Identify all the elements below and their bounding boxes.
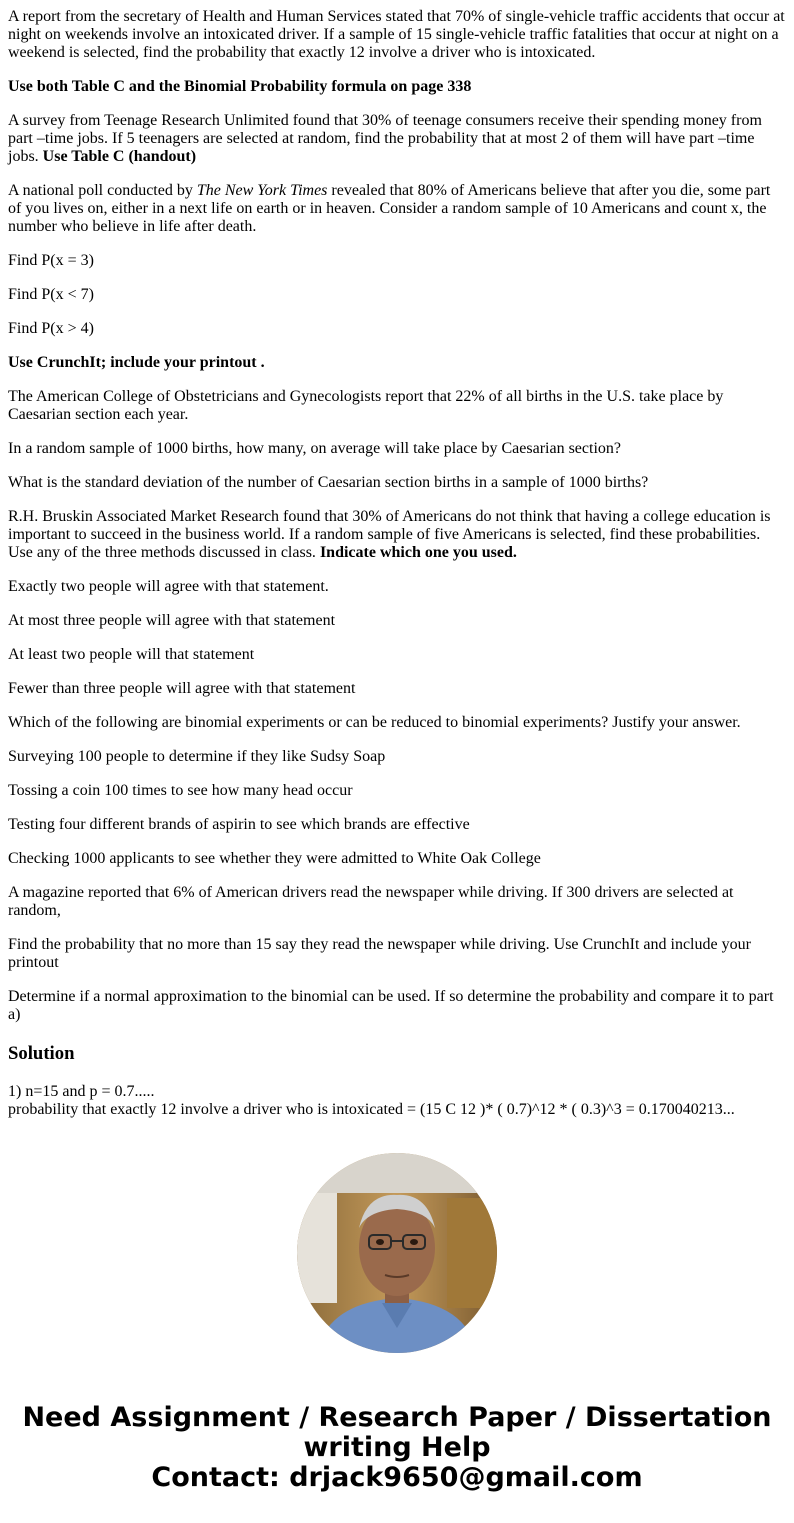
question-5-part-a: Exactly two people will agree with that statement. <box>8 578 329 595</box>
question-3-part-ii: Find P(x < 7) <box>8 286 94 303</box>
tutor-portrait-icon <box>297 1153 497 1353</box>
solution-line-1: 1) n=15 and p = 0.7..... <box>8 1083 155 1100</box>
question-7-part-a: Find the probability that no more than 15 say they read the newspaper while driving. Use CrunchIt and include your printout <box>8 936 751 971</box>
question-4: The American College of Obstetricians and Gynecologists report that 22% of all births in the U.S. take place by Caesarian section each year. <box>8 388 724 423</box>
promo-line-2: writing Help <box>303 1432 491 1463</box>
question-6-part-c: Testing four different brands of aspirin to see which brands are effective <box>8 816 470 833</box>
question-3-instruction: Use CrunchIt; include your printout . <box>8 354 265 371</box>
question-1: A report from the secretary of Health and Human Services stated that 70% of single-vehicle traffic accidents that occur at night on weekends involve an intoxicated driver. If a sample of 15 single-vehicle traffic fatalities that occur at night on a weekend is selected, find the probability that exactly 12 involve a driver who is intoxicated. <box>8 8 785 61</box>
question-1-instruction: Use both Table C and the Binomial Probability formula on page 338 <box>8 78 472 95</box>
promo-banner <box>0 1403 794 1493</box>
question-7: A magazine reported that 6% of American drivers read the newspaper while driving. If 300 drivers are selected at random, <box>8 884 734 919</box>
question-5: R.H. Bruskin Associated Market Research found that 30% of Americans do not think that having a college education is important to succeed in the business world. If a random sample of five Americans is selected, find these probabilities. Use any of the three methods discussed in class. Indicate which one you used. <box>8 508 771 561</box>
question-5-part-d: Fewer than three people will agree with that statement <box>8 680 356 697</box>
question-4-part-a: In a random sample of 1000 births, how many, on average will take place by Caesarian section? <box>8 440 621 457</box>
solution-line-2: probability that exactly 12 involve a driver who is intoxicated = (15 C 12 )* ( 0.7)^12 * ( 0.3)^3 = 0.170040213... <box>8 1101 735 1118</box>
promo-contact: Contact: drjack9650@gmail.com <box>151 1462 643 1493</box>
question-3-part-i: Find P(x = 3) <box>8 252 94 269</box>
question-2: A survey from Teenage Research Unlimited found that 30% of teenage consumers receive their spending money from part –time jobs. If 5 teenagers are selected at random, find the probability that at most 2 of them will have part –time jobs. Use Table C (handout) <box>8 112 762 165</box>
question-7-part-b: Determine if a normal approximation to the binomial can be used. If so determine the probability and compare it to part a) <box>8 988 774 1023</box>
question-3: A national poll conducted by The New York Times revealed that 80% of Americans believe that after you die, some part of you lives on, either in a next life on earth or in heaven. Consider a random sample of 10 Americans and count x, the number who believe in life after death. <box>8 182 771 235</box>
question-3-part-iii: Find P(x > 4) <box>8 320 94 337</box>
solution-heading: Solution <box>8 1043 75 1064</box>
question-6-part-d: Checking 1000 applicants to see whether they were admitted to White Oak College <box>8 850 541 867</box>
question-4-part-b: What is the standard deviation of the number of Caesarian section births in a sample of 1000 births? <box>8 474 649 491</box>
question-5-part-c: At least two people will that statement <box>8 646 255 663</box>
question-6-part-b: Tossing a coin 100 times to see how many head occur <box>8 782 353 799</box>
question-6-part-a: Surveying 100 people to determine if they like Sudsy Soap <box>8 748 386 765</box>
promo-line-1: Need Assignment / Research Paper / Dissertation <box>22 1402 772 1433</box>
question-5-part-b: At most three people will agree with that statement <box>8 612 336 629</box>
question-6: Which of the following are binomial experiments or can be reduced to binomial experiments? Justify your answer. <box>8 714 741 731</box>
